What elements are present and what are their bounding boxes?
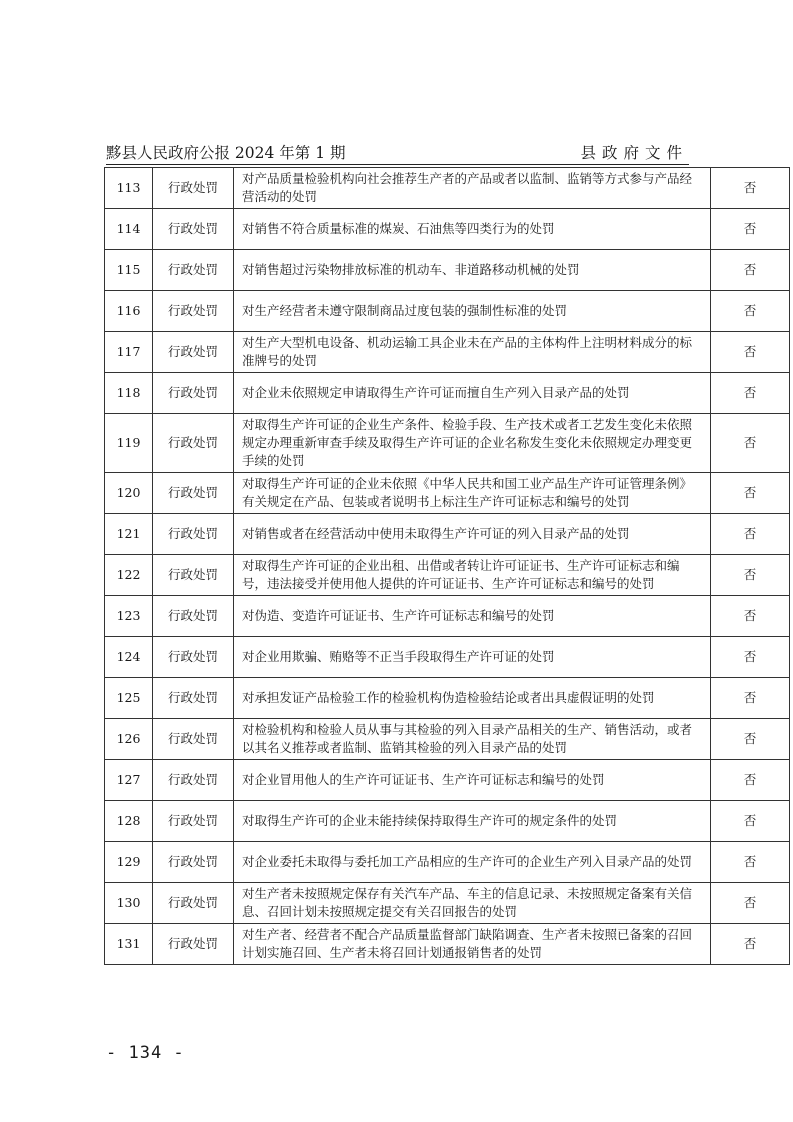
row-type: 行政处罚	[153, 209, 234, 250]
row-flag: 否	[711, 719, 790, 760]
row-flag: 否	[711, 473, 790, 514]
table-row	[105, 555, 790, 596]
row-description: 对取得生产许可证的企业生产条件、检验手段、生产技术或者工艺发生变化未依照规定办理重新审查手续及取得生产许可证的企业名称发生变化未依照规定办理变更手续的处罚	[234, 414, 711, 473]
row-flag: 否	[711, 924, 790, 965]
row-flag: 否	[711, 760, 790, 801]
table-row	[105, 637, 790, 678]
table-row	[105, 373, 790, 414]
row-type: 行政处罚	[153, 291, 234, 332]
row-description: 对销售不符合质量标准的煤炭、石油焦等四类行为的处罚	[234, 209, 711, 250]
row-description: 对生产者、经营者不配合产品质量监督部门缺陷调查、生产者未按照已备案的召回计划实施召回、生产者未将召回计划通报销售者的处罚	[234, 924, 711, 965]
row-type: 行政处罚	[153, 332, 234, 373]
row-description: 对企业冒用他人的生产许可证证书、生产许可证标志和编号的处罚	[234, 760, 711, 801]
row-type: 行政处罚	[153, 883, 234, 924]
row-type: 行政处罚	[153, 473, 234, 514]
row-description: 对产品质量检验机构向社会推荐生产者的产品或者以监制、监销等方式参与产品经营活动的处罚	[234, 168, 711, 209]
row-description: 对生产大型机电设备、机动运输工具企业未在产品的主体构件上注明材料成分的标准牌号的处罚	[234, 332, 711, 373]
row-flag: 否	[711, 168, 790, 209]
row-description: 对企业未依照规定申请取得生产许可证而擅自生产列入目录产品的处罚	[234, 373, 711, 414]
row-number: 119	[105, 414, 153, 473]
row-flag: 否	[711, 514, 790, 555]
table-row	[105, 883, 790, 924]
row-flag: 否	[711, 414, 790, 473]
table-row	[105, 842, 790, 883]
table-row	[105, 801, 790, 842]
row-description: 对销售超过污染物排放标准的机动车、非道路移动机械的处罚	[234, 250, 711, 291]
row-flag: 否	[711, 555, 790, 596]
row-number: 126	[105, 719, 153, 760]
row-type: 行政处罚	[153, 596, 234, 637]
row-flag: 否	[711, 291, 790, 332]
row-description: 对生产者未按照规定保存有关汽车产品、车主的信息记录、未按照规定备案有关信息、召回计划未按照规定提交有关召回报告的处罚	[234, 883, 711, 924]
row-description: 对取得生产许可的企业未能持续保持取得生产许可的规定条件的处罚	[234, 801, 711, 842]
table-row	[105, 209, 790, 250]
table-row	[105, 924, 790, 965]
row-description: 对企业委托未取得与委托加工产品相应的生产许可的企业生产列入目录产品的处罚	[234, 842, 711, 883]
row-description: 对检验机构和检验人员从事与其检验的列入目录产品相关的生产、销售活动，或者以其名义推荐或者监制、监销其检验的列入目录产品的处罚	[234, 719, 711, 760]
row-number: 127	[105, 760, 153, 801]
row-flag: 否	[711, 250, 790, 291]
page-header	[106, 141, 688, 163]
row-type: 行政处罚	[153, 924, 234, 965]
row-number: 117	[105, 332, 153, 373]
row-type: 行政处罚	[153, 414, 234, 473]
row-description: 对生产经营者未遵守限制商品过度包装的强制性标准的处罚	[234, 291, 711, 332]
table-row	[105, 291, 790, 332]
table-row	[105, 678, 790, 719]
row-description: 对取得生产许可证的企业未依照《中华人民共和国工业产品生产许可证管理条例》有关规定在产品、包装或者说明书上标注生产许可证标志和编号的处罚	[234, 473, 711, 514]
table-row	[105, 473, 790, 514]
row-number: 120	[105, 473, 153, 514]
page-number: - 134 -	[106, 1043, 185, 1063]
row-number: 123	[105, 596, 153, 637]
row-number: 122	[105, 555, 153, 596]
row-type: 行政处罚	[153, 637, 234, 678]
penalty-table	[104, 167, 790, 965]
row-number: 121	[105, 514, 153, 555]
bulletin-title: 黟县人民政府公报 2024 年第 1 期	[106, 144, 346, 162]
row-type: 行政处罚	[153, 250, 234, 291]
row-type: 行政处罚	[153, 842, 234, 883]
row-description: 对销售或者在经营活动中使用未取得生产许可证的列入目录产品的处罚	[234, 514, 711, 555]
row-description: 对承担发证产品检验工作的检验机构伪造检验结论或者出具虚假证明的处罚	[234, 678, 711, 719]
table-row	[105, 719, 790, 760]
row-type: 行政处罚	[153, 555, 234, 596]
row-number: 130	[105, 883, 153, 924]
table-row	[105, 760, 790, 801]
table-row	[105, 514, 790, 555]
row-description: 对伪造、变造许可证证书、生产许可证标志和编号的处罚	[234, 596, 711, 637]
row-number: 128	[105, 801, 153, 842]
table-row	[105, 414, 790, 473]
row-type: 行政处罚	[153, 373, 234, 414]
row-flag: 否	[711, 332, 790, 373]
row-flag: 否	[711, 373, 790, 414]
row-flag: 否	[711, 801, 790, 842]
table-row	[105, 168, 790, 209]
row-number: 131	[105, 924, 153, 965]
row-type: 行政处罚	[153, 514, 234, 555]
penalty-table-body	[105, 168, 790, 965]
row-number: 113	[105, 168, 153, 209]
row-type: 行政处罚	[153, 760, 234, 801]
row-number: 114	[105, 209, 153, 250]
row-number: 125	[105, 678, 153, 719]
row-number: 116	[105, 291, 153, 332]
row-flag: 否	[711, 842, 790, 883]
row-number: 115	[105, 250, 153, 291]
row-number: 118	[105, 373, 153, 414]
row-flag: 否	[711, 678, 790, 719]
row-type: 行政处罚	[153, 801, 234, 842]
row-flag: 否	[711, 596, 790, 637]
row-flag: 否	[711, 637, 790, 678]
table-row	[105, 332, 790, 373]
row-flag: 否	[711, 883, 790, 924]
row-number: 129	[105, 842, 153, 883]
row-type: 行政处罚	[153, 168, 234, 209]
header-rule	[106, 164, 689, 165]
row-number: 124	[105, 637, 153, 678]
row-description: 对取得生产许可证的企业出租、出借或者转让许可证证书、生产许可证标志和编号，违法接受并使用他人提供的许可证证书、生产许可证标志和编号的处罚	[234, 555, 711, 596]
table-row	[105, 250, 790, 291]
row-type: 行政处罚	[153, 719, 234, 760]
row-flag: 否	[711, 209, 790, 250]
table-row	[105, 596, 790, 637]
section-title: 县政府文件	[580, 144, 688, 162]
row-description: 对企业用欺骗、贿赂等不正当手段取得生产许可证的处罚	[234, 637, 711, 678]
row-type: 行政处罚	[153, 678, 234, 719]
